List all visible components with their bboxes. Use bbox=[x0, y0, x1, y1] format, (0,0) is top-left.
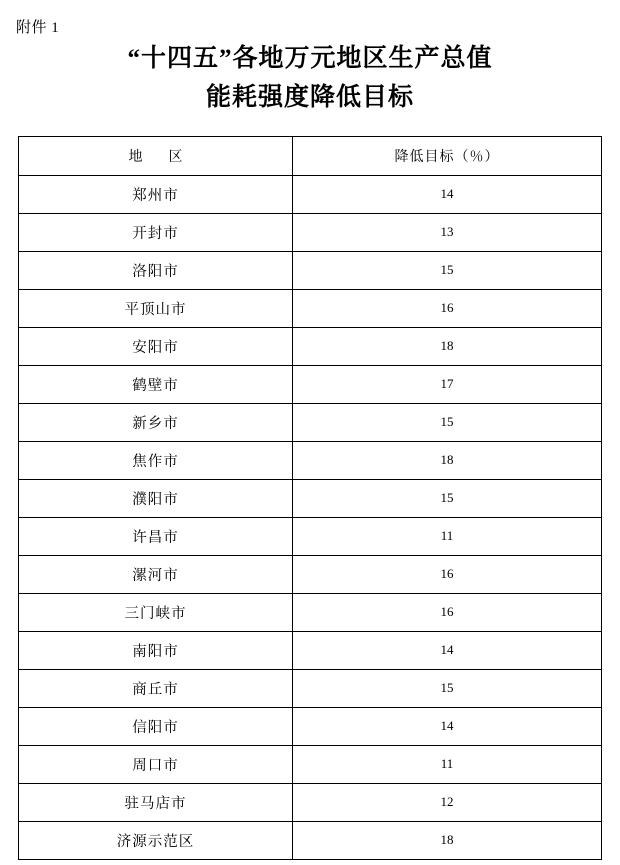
cell-target: 18 bbox=[293, 821, 602, 859]
cell-target: 15 bbox=[293, 251, 602, 289]
table-row bbox=[19, 821, 602, 859]
cell-target: 14 bbox=[293, 175, 602, 213]
table-row bbox=[19, 365, 602, 403]
cell-region: 三门峡市 bbox=[19, 593, 293, 631]
cell-target: 13 bbox=[293, 213, 602, 251]
page-title bbox=[0, 0, 620, 118]
cell-target: 11 bbox=[293, 517, 602, 555]
cell-region: 开封市 bbox=[19, 213, 293, 251]
cell-target: 16 bbox=[293, 289, 602, 327]
cell-target: 16 bbox=[293, 593, 602, 631]
cell-region: 平顶山市 bbox=[19, 289, 293, 327]
page-title-line-1: “十四五”各地万元地区生产总值 bbox=[127, 45, 493, 72]
cell-target: 17 bbox=[293, 365, 602, 403]
cell-region: 濮阳市 bbox=[19, 479, 293, 517]
cell-region: 南阳市 bbox=[19, 631, 293, 669]
cell-target: 15 bbox=[293, 669, 602, 707]
cell-region: 济源示范区 bbox=[19, 821, 293, 859]
cell-target: 15 bbox=[293, 479, 602, 517]
table-row bbox=[19, 783, 602, 821]
table-row bbox=[19, 555, 602, 593]
table-row bbox=[19, 213, 602, 251]
table-row bbox=[19, 479, 602, 517]
cell-region: 新乡市 bbox=[19, 403, 293, 441]
cell-target: 15 bbox=[293, 403, 602, 441]
cell-target: 14 bbox=[293, 707, 602, 745]
table-row bbox=[19, 517, 602, 555]
cell-region: 焦作市 bbox=[19, 441, 293, 479]
cell-region: 信阳市 bbox=[19, 707, 293, 745]
cell-region: 鹤壁市 bbox=[19, 365, 293, 403]
table-header bbox=[19, 136, 602, 175]
column-header-target: 降低目标（％） bbox=[293, 136, 602, 175]
cell-region: 安阳市 bbox=[19, 327, 293, 365]
table-row bbox=[19, 441, 602, 479]
table-row bbox=[19, 669, 602, 707]
table-row bbox=[19, 251, 602, 289]
cell-target: 11 bbox=[293, 745, 602, 783]
table-row bbox=[19, 593, 602, 631]
cell-target: 14 bbox=[293, 631, 602, 669]
table-row bbox=[19, 175, 602, 213]
attachment-label: 附件 1 bbox=[16, 20, 60, 36]
table-row bbox=[19, 631, 602, 669]
table-container bbox=[18, 136, 602, 860]
cell-target: 12 bbox=[293, 783, 602, 821]
table-row bbox=[19, 707, 602, 745]
cell-region: 驻马店市 bbox=[19, 783, 293, 821]
column-header-region-label: 地 区 bbox=[128, 149, 189, 165]
cell-target: 16 bbox=[293, 555, 602, 593]
table-header-row bbox=[19, 136, 602, 175]
cell-region: 许昌市 bbox=[19, 517, 293, 555]
table-row bbox=[19, 327, 602, 365]
cell-region: 周口市 bbox=[19, 745, 293, 783]
energy-intensity-table bbox=[18, 136, 602, 860]
cell-target: 18 bbox=[293, 327, 602, 365]
page-title-line-2: 能耗强度降低目标 bbox=[205, 83, 414, 111]
table-row bbox=[19, 403, 602, 441]
cell-region: 漯河市 bbox=[19, 555, 293, 593]
cell-target: 18 bbox=[293, 441, 602, 479]
cell-region: 洛阳市 bbox=[19, 251, 293, 289]
table-body bbox=[19, 175, 602, 859]
cell-region: 商丘市 bbox=[19, 669, 293, 707]
cell-region: 郑州市 bbox=[19, 175, 293, 213]
table-row bbox=[19, 745, 602, 783]
column-header-region bbox=[19, 136, 293, 175]
table-row bbox=[19, 289, 602, 327]
